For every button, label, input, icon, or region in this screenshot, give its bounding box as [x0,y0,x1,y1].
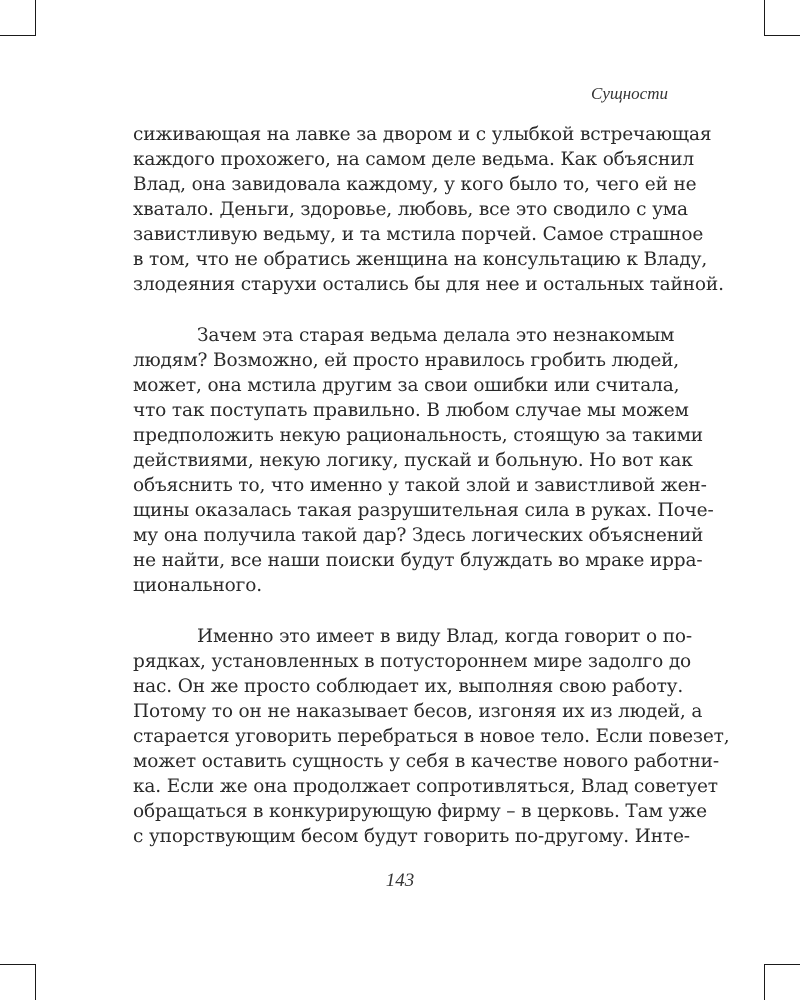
text-line: щины оказалась такая разрушительная сила в руках. Поче- [133,500,714,521]
text-line: Потому то он не наказывает бесов, изгоняя их из людей, а [133,701,703,722]
text-line: старается уговорить перебраться в новое тело. Если повезет, [133,726,730,747]
text-line: в том, что не обратись женщина на консультацию к Владу, [133,249,708,270]
crop-mark-bottom-left-horizontal [0,964,36,965]
text-line: Именно это имеет в виду Влад, когда говорит о по- [197,626,692,647]
text-line: завистливую ведьму, и та мстила порчей. Самое страшное [133,224,704,245]
crop-mark-top-right-vertical [764,0,765,36]
crop-mark-top-right-horizontal [764,35,800,36]
text-line: объяснить то, что именно у такой злой и завистливой жен- [133,475,707,496]
text-line: обращаться в конкурирующую фирму – в церковь. Там уже [133,801,707,822]
crop-mark-bottom-left-vertical [35,964,36,1000]
text-line: ка. Если же она продолжает сопротивляться, Влад советует [133,776,718,797]
running-head: Сущности [591,84,668,103]
body-text [133,122,730,849]
text-line: сиживающая на лавке за двором и с улыбкой встречающая [133,124,712,145]
paragraph-2 [133,323,714,598]
paragraph-1 [133,122,724,297]
text-line: каждого прохожего, на самом деле ведьма. Как объяснил [133,149,694,170]
crop-mark-bottom-right-vertical [764,964,765,1000]
text-line: Зачем эта старая ведьма делала это незнакомым [197,325,675,346]
text-line: может, она мстила другим за свои ошибки или считала, [133,375,680,396]
text-line: злодеяния старухи остались бы для нее и остальных тайной. [133,274,724,295]
paragraph-3 [133,624,730,849]
crop-mark-bottom-right-horizontal [764,964,800,965]
page-number: 143 [385,870,415,891]
text-line: хватало. Деньги, здоровье, любовь, все это сводило с ума [133,199,688,220]
text-line: что так поступать правильно. В любом случае мы можем [133,400,689,421]
text-line: рядках, установленных в потустороннем мире задолго до [133,651,692,672]
text-line: с упорствующим бесом будут говорить по-другому. Инте- [133,826,690,847]
crop-mark-top-left-horizontal [0,35,36,36]
text-line: людям? Возможно, ей просто нравилось гробить людей, [133,350,680,371]
text-line: му она получила такой дар? Здесь логических объяснений [133,525,704,546]
text-line: предположить некую рациональность, стоящую за такими [133,425,703,446]
text-line: ционального. [133,575,262,596]
text-line: Влад, она завидовала каждому, у кого было то, чего ей не [133,174,697,195]
text-line: нас. Он же просто соблюдает их, выполняя свою работу. [133,676,684,697]
crop-mark-top-left-vertical [35,0,36,36]
text-line: действиями, некую логику, пускай и больную. Но вот как [133,450,693,471]
text-line: может оставить сущность у себя в качестве нового работни- [133,751,719,772]
text-line: не найти, все наши поиски будут блуждать во мраке ирра- [133,550,703,571]
